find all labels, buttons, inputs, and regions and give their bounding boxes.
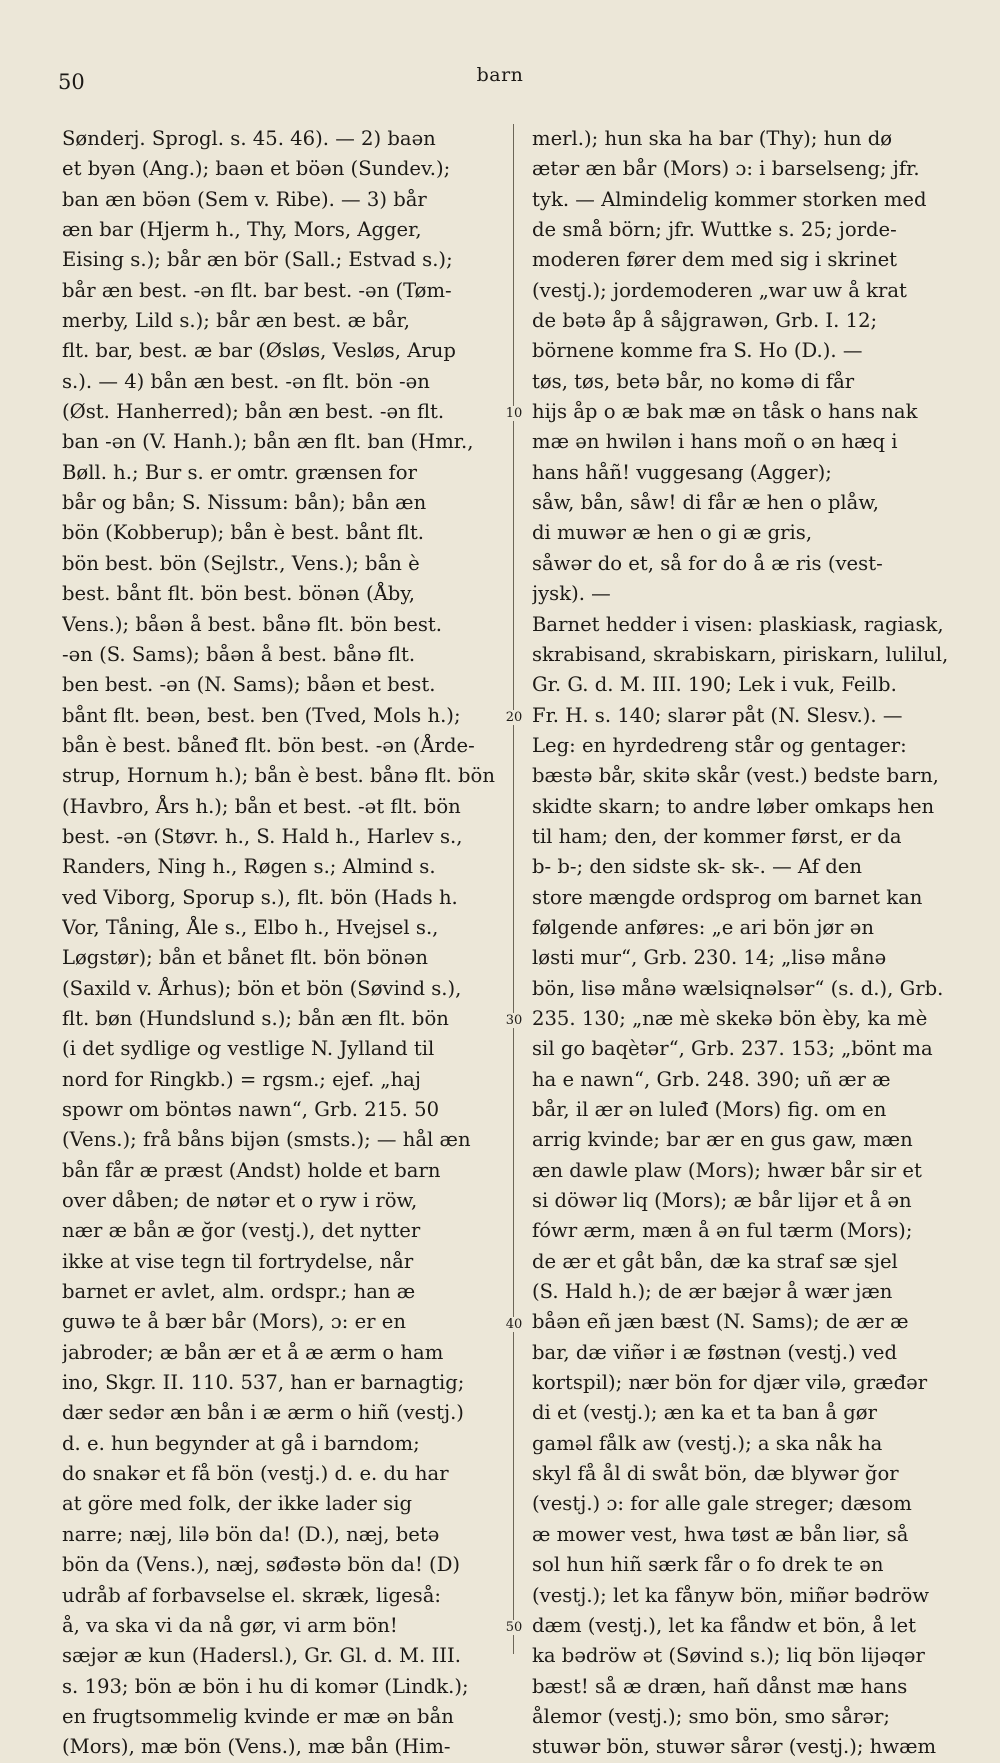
- text-line: (S. Hald h.); de ær bæjər å wær jæn: [532, 1280, 893, 1304]
- text-line: følgende anføres: „e ari bön jør ən: [532, 915, 875, 939]
- margin-line-number: 10: [496, 406, 532, 421]
- text-line: strup, Hornum h.); bån è best. bånə flt. bön: [62, 764, 495, 788]
- text-line: di muwər æ hen o gi æ gris,: [532, 521, 813, 545]
- text-line: de bətə åp å såjgrawən, Grb. I. 12;: [532, 309, 878, 333]
- text-line: bön, lisə månə wælsiqnəlsər“ (s. d.), Grb.: [532, 976, 944, 1000]
- text-line: såw, bån, såw! di får æ hen o plåw,: [532, 491, 880, 515]
- text-line: (Havbro, Års h.); bån et best. -ət flt. bön: [62, 794, 461, 818]
- text-line: ætər æn bår (Mors) ɔ: i barselseng; jfr.: [532, 157, 920, 181]
- text-line: båən eñ jæn bæst (N. Sams); de ær æ: [532, 1310, 909, 1334]
- text-line: guwə te å bær bår (Mors), ɔ: er en: [62, 1310, 406, 1334]
- text-line: narre; næj, lilə bön da! (D.), næj, betə: [62, 1522, 440, 1546]
- text-line: arrig kvinde; bar ær en gus gaw, mæn: [532, 1128, 913, 1152]
- text-line: bön (Kobberup); bån è best. bånt flt.: [62, 521, 424, 545]
- text-line: Eising s.); bår æn bör (Sall.; Estvad s.);: [62, 248, 453, 272]
- text-line: nær æ bån æ ğor (vestj.), det nytter: [62, 1219, 421, 1243]
- text-line: stuwər bön, stuwər sårər (vestj.); hwæm: [532, 1735, 937, 1759]
- text-line: æ mower vest, hwa tøst æ bån liər, så: [532, 1522, 909, 1546]
- text-line: si döwər liq (Mors); æ bår lijər et å ən: [532, 1189, 912, 1213]
- text-line: Løgstør); bån et bånet flt. bön bönən: [62, 946, 428, 970]
- text-line: Vor, Tåning, Åle s., Elbo h., Hvejsel s.,: [62, 915, 439, 939]
- text-line: ino, Skgr. II. 110. 537, han er barnagtig;: [62, 1371, 465, 1395]
- text-line: dær sedər æn bån i æ ærm o hiñ (vestj.): [62, 1401, 464, 1425]
- right-column: [532, 124, 952, 1763]
- text-line: gaməl fålk aw (vestj.); a ska nåk ha: [532, 1431, 883, 1455]
- text-line: moderen fører dem med sig i skrinet: [532, 248, 898, 272]
- text-line: (vestj.); jordemoderen „war uw å krat: [532, 278, 907, 302]
- text-line: en frugtsommelig kvinde er mæ ən bån: [62, 1704, 454, 1728]
- text-line: Sønderj. Sprogl. s. 45. 46). — 2) baən: [62, 127, 436, 150]
- text-line: såwər do et, så for do å æ ris (vest-: [532, 551, 883, 575]
- text-line: over dåben; de nøtər et o ryw i röw,: [62, 1189, 418, 1213]
- text-line: nord for Ringkb.) = rgsm.; ejef. „haj: [62, 1067, 421, 1091]
- text-line: løsti mur“, Grb. 230. 14; „lisə månə: [532, 946, 887, 970]
- text-line: Randers, Ning h., Røgen s.; Almind s.: [62, 855, 436, 879]
- text-line: s. 193; bön æ bön i hu di komər (Lindk.);: [62, 1674, 469, 1698]
- text-line: ålemor (vestj.); smo bön, smo sårər;: [532, 1704, 890, 1728]
- text-line: ban æn böən (Sem v. Ribe). — 3) bår: [62, 187, 427, 211]
- text-line: bön da (Vens.), næj, søđəstə bön da! (D): [62, 1553, 461, 1577]
- text-line: sil go baqètər“, Grb. 237. 153; „bönt ma: [532, 1037, 933, 1061]
- text-line: spowr om böntəs nawn“, Grb. 215. 50: [62, 1098, 440, 1121]
- text-line: skyl få ål di swåt bön, dæ blywər ğor: [532, 1462, 899, 1486]
- text-line: mæ ən hwilən i hans moñ o ən hæq i: [532, 430, 898, 454]
- text-line: bånt flt. beən, best. ben (Tved, Mols h.);: [62, 703, 461, 727]
- text-line: Fr. H. s. 140; slarər påt (N. Slesv.). —: [532, 703, 903, 727]
- text-line: bar, dæ viñər i æ føstnən (vestj.) ved: [532, 1340, 898, 1364]
- text-line: sol hun hiñ særk får o fo drek te ən: [532, 1553, 884, 1577]
- text-line: börnene komme fra S. Ho (D.). —: [532, 339, 863, 363]
- text-line: ka bədröw ət (Søvind s.); liq bön lijəqər: [532, 1644, 925, 1668]
- text-line: bæst! så æ dræn, hañ dånst mæ hans: [532, 1674, 908, 1698]
- text-line: Bøll. h.; Bur s. er omtr. grænsen for: [62, 460, 417, 484]
- text-line: (Vens.); frå båns bijən (smsts.); — hål æn: [62, 1128, 471, 1152]
- text-line: merby, Lild s.); bår æn best. æ bår,: [62, 309, 410, 333]
- text-line: s.). — 4) bån æn best. -ən flt. bön -ən: [62, 369, 430, 393]
- page-number: 50: [58, 70, 85, 94]
- text-line: til ham; den, der kommer først, er da: [532, 824, 902, 848]
- text-line: æn dawle plaw (Mors); hwær bår sir et: [532, 1158, 922, 1182]
- text-line: kortspil); nær bön for djær vilə, græđər: [532, 1371, 928, 1395]
- margin-line-number: 30: [496, 1013, 532, 1028]
- text-line: et byən (Ang.); baən et böən (Sundev.);: [62, 157, 451, 181]
- text-line: bår, il ær ən luleđ (Mors) fig. om en: [532, 1098, 887, 1121]
- text-line: jabroder; æ bån ær et å æ ærm o ham: [62, 1340, 444, 1364]
- running-head: barn: [476, 64, 524, 86]
- text-line: flt. bøn (Hundslund s.); bån æn flt. bön: [62, 1006, 449, 1030]
- text-line: bår og bån; S. Nissum: bån); bån æn: [62, 491, 427, 515]
- text-line: bår æn best. -ən flt. bar best. -ən (Tøm-: [62, 278, 452, 302]
- text-line: (Øst. Hanherred); bån æn best. -ən flt.: [62, 400, 445, 424]
- text-line: å, va ska vi da nå gør, vi arm bön!: [62, 1613, 398, 1637]
- text-line: fówr ærm, mæn å ən ful tærm (Mors);: [532, 1219, 913, 1243]
- text-line: tyk. — Almindelig kommer storken med: [532, 187, 927, 211]
- text-line: hijs åp o æ bak mæ ən tåsk o hans nak: [532, 400, 918, 424]
- text-line: Gr. G. d. M. III. 190; Lek i vuk, Feilb.: [532, 673, 897, 697]
- text-line: at göre med folk, der ikke lader sig: [62, 1492, 413, 1516]
- text-line: bån è best. båneđ flt. bön best. -ən (Årde-: [62, 733, 475, 757]
- text-line: (i det sydlige og vestlige N. Jylland til: [62, 1037, 435, 1061]
- text-line: de små börn; jfr. Wuttke s. 25; jorde-: [532, 218, 897, 242]
- text-line: de ær et gåt bån, dæ ka straf sæ sjel: [532, 1249, 898, 1273]
- column-divider: [513, 124, 514, 1654]
- text-line: skidte skarn; to andre løber omkaps hen: [532, 794, 935, 818]
- text-line: (Saxild v. Århus); bön et bön (Søvind s.),: [62, 976, 462, 1000]
- left-column: [62, 124, 510, 1763]
- text-line: do snakər et få bön (vestj.) d. e. du har: [62, 1462, 449, 1486]
- text-line: 235. 130; „næ mè skekə bön èby, ka mè: [532, 1006, 928, 1030]
- text-line: (vestj.) ɔ: for alle gale streger; dæsom: [532, 1492, 912, 1516]
- text-line: Barnet hedder i visen: plaskiask, ragiask,: [532, 612, 944, 636]
- text-line: ha e nawn“, Grb. 248. 390; uñ ær æ: [532, 1067, 891, 1091]
- text-line: (Mors), mæ bön (Vens.), mæ bån (Him-: [62, 1735, 451, 1759]
- text-line: ved Viborg, Sporup s.), flt. bön (Hads h.: [62, 885, 458, 909]
- text-line: hans håñ! vuggesang (Agger);: [532, 460, 832, 484]
- text-line: di et (vestj.); æn ka et ta ban å gør: [532, 1401, 877, 1425]
- text-line: merl.); hun ska ha bar (Thy); hun dø: [532, 127, 893, 150]
- text-line: ban -ən (V. Hanh.); bån æn flt. ban (Hmr.,: [62, 430, 474, 454]
- text-line: tøs, tøs, betə bår, no komə di får: [532, 369, 855, 393]
- text-line: bæstə bår, skitə skår (vest.) bedste barn,: [532, 764, 939, 788]
- text-line: bån får æ præst (Andst) holde et barn: [62, 1158, 441, 1182]
- text-line: bön best. bön (Sejlstr., Vens.); bån è: [62, 551, 420, 575]
- text-line: best. bånt flt. bön best. bönən (Åby,: [62, 582, 416, 606]
- text-line: flt. bar, best. æ bar (Øsløs, Vesløs, Arup: [62, 339, 456, 363]
- margin-line-number: 20: [496, 710, 532, 725]
- text-line: Leg: en hyrdedreng står og gentager:: [532, 733, 907, 757]
- text-line: æn bar (Hjerm h., Thy, Mors, Agger,: [62, 218, 422, 242]
- margin-line-number: 40: [496, 1317, 532, 1332]
- text-line: -ən (S. Sams); båən å best. bånə flt.: [62, 642, 416, 666]
- text-line: ikke at vise tegn til fortrydelse, når: [62, 1249, 414, 1273]
- text-line: sæjər æ kun (Hadersl.), Gr. Gl. d. M. III.: [62, 1644, 461, 1668]
- text-line: (vestj.); let ka fånyw bön, miñər bədröw: [532, 1583, 930, 1607]
- text-line: jysk). —: [532, 582, 611, 606]
- text-line: barnet er avlet, alm. ordspr.; han æ: [62, 1280, 416, 1304]
- text-line: udråb af forbavselse el. skræk, ligeså:: [62, 1583, 442, 1607]
- text-line: skrabisand, skrabiskarn, piriskarn, lulilul,: [532, 642, 949, 666]
- text-line: d. e. hun begynder at gå i barndom;: [62, 1431, 420, 1455]
- text-line: best. -ən (Støvr. h., S. Hald h., Harlev s.,: [62, 824, 463, 848]
- text-line: dæm (vestj.), let ka fåndw et bön, å let: [532, 1613, 917, 1637]
- text-line: b- b-; den sidste sk- sk-. — Af den: [532, 855, 862, 879]
- text-line: Vens.); båən å best. bånə flt. bön best.: [62, 612, 442, 636]
- text-line: ben best. -ən (N. Sams); båən et best.: [62, 673, 436, 697]
- text-line: store mængde ordsprog om barnet kan: [532, 885, 923, 909]
- margin-line-number: 50: [496, 1620, 532, 1635]
